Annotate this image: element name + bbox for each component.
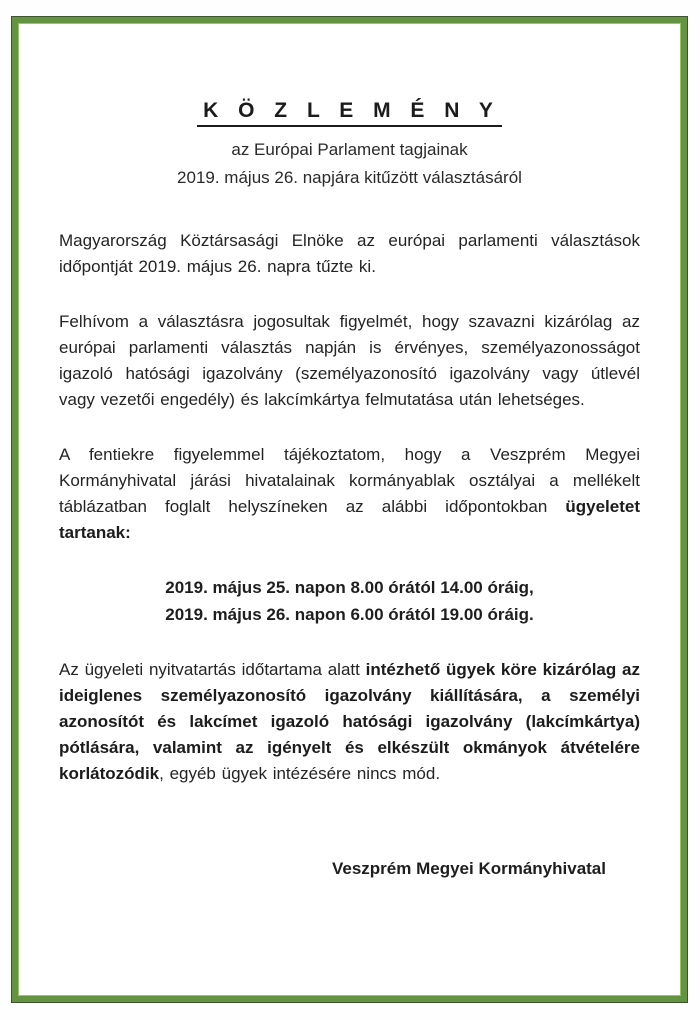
paragraph-election-date: Magyarország Köztársasági Elnöke az európai parlamenti választások időpontját 2019. május 26. napra tűzte ki. bbox=[59, 231, 640, 276]
paragraph-duty-announcement bbox=[59, 442, 640, 546]
paragraph-scope-of-services bbox=[59, 657, 640, 787]
document-title: K Ö Z L E M É N Y bbox=[197, 99, 502, 127]
notice-content bbox=[59, 23, 640, 879]
paragraph-scope-regular-start: Az ügyeleti nyitvatartás időtartama alatt bbox=[59, 660, 366, 679]
paragraph-scope-bold: intézhető ügyek köre kizárólag az ideiglenes személyazonosító igazolvány kiállítására, a személyi azonosítót és lakcímet igazoló hatósági igazolvány (lakcímkártya) pótlására, valamint az igényelt és elkészült okmányok átvételére korlátozódik bbox=[59, 660, 640, 783]
green-border-frame bbox=[12, 17, 687, 1002]
title-block bbox=[59, 99, 640, 192]
paragraph-duty-regular: A fentiekre figyelemmel tájékoztatom, hogy a Veszprém Megyei Kormányhivatal járási hivatalainak kormányablak osztályai a mellékelt táblázatban foglalt helyszíneken az alábbi időpontokban bbox=[59, 445, 640, 516]
paragraph-id-requirements: Felhívom a választásra jogosultak figyelmét, hogy szavazni kizárólag az európai parlamenti választás napján is érvényes, személyazonosságot igazoló hatósági igazolvány (személyazonosító igazolvány vagy útlevél vagy vezetői engedély) és lakcímkártya felmutatása után lehetséges. bbox=[59, 312, 640, 409]
paragraph-scope-regular-end: , egyéb ügyek intézésére nincs mód. bbox=[159, 764, 441, 783]
subtitle-line-1: az Európai Parlament tagjainak bbox=[231, 140, 468, 159]
subtitle-line-2: 2019. május 26. napjára kitűzött választásáról bbox=[177, 168, 522, 187]
schedule-line-may-25: 2019. május 25. napon 8.00 órától 14.00 óráig, bbox=[165, 578, 534, 597]
schedule-line-may-26: 2019. május 26. napon 6.00 órától 19.00 óráig. bbox=[165, 605, 534, 624]
duty-schedule bbox=[59, 574, 640, 628]
paragraph-duty-bold: ügyeletet tartanak: bbox=[59, 497, 640, 542]
signature-authority: Veszprém Megyei Kormányhivatal bbox=[331, 859, 606, 878]
